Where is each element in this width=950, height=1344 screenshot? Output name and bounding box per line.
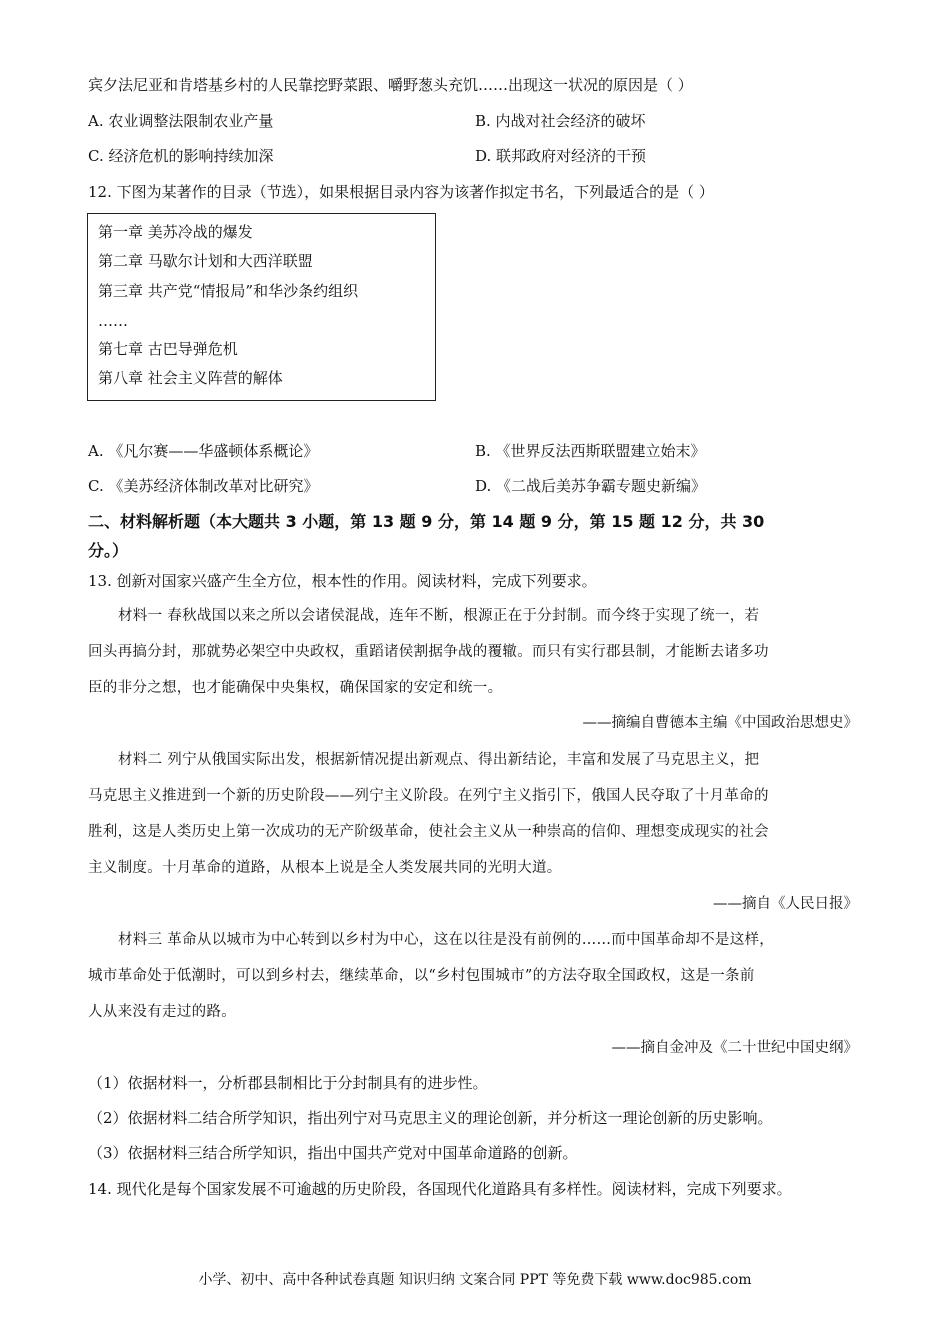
material3-line: 城市革命处于低潮时，可以到乡村去，继续革命，以“乡村包围城市”的方法夺取全国政权，这是一条前 <box>88 968 755 984</box>
material3-line: 人从来没有走过的路。 <box>88 1004 236 1020</box>
section-heading-cont: 分。） <box>88 541 129 560</box>
material2-line: 马克思主义推进到一个新的历史阶段——列宁主义阶段。在列宁主义指引下，俄国人民夺取了十月革命的 <box>88 788 769 804</box>
material1-line: 回头再搞分封，那就势必架空中央政权，重蹈诸侯割据争战的覆辙。而只有实行郡县制，才能断去诸多功 <box>88 644 769 660</box>
material3-line: 材料三 革命从以城市为中心转到以乡村为中心，这在以往是没有前例的……而中国革命却不是这样， <box>118 932 775 948</box>
q12-option-a: A. 《凡尔赛——华盛顿体系概论》 <box>88 442 319 460</box>
toc-item: 第八章 社会主义阵营的解体 <box>98 369 283 387</box>
material2-line: 材料二 列宁从俄国实际出发，根据新情况提出新观点、得出新结论，丰富和发展了马克思主义，把 <box>118 752 760 768</box>
q12-stem: 12. 下图为某著作的目录（节选），如果根据目录内容为该著作拟定书名，下列最适合的是（ ） <box>88 183 714 201</box>
toc-item: …… <box>98 312 128 330</box>
q12-option-b: B. 《世界反法西斯联盟建立始末》 <box>475 442 706 460</box>
q11-stem: 宾夕法尼亚和肯塔基乡村的人民靠挖野菜跟、嚼野葱头充饥……出现这一状况的原因是（ ） <box>88 76 693 94</box>
q13-stem: 13. 创新对国家兴盛产生全方位，根本性的作用。阅读材料，完成下列要求。 <box>88 572 597 590</box>
q11-option-c: C. 经济危机的影响持续加深 <box>88 147 274 165</box>
q13-question-3: （3）依据材料三结合所学知识，指出中国共产党对中国革命道路的创新。 <box>88 1144 578 1162</box>
q13-question-1: （1）依据材料一，分析郡县制相比于分封制具有的进步性。 <box>88 1074 488 1092</box>
material1-line: 材料一 春秋战国以来之所以会诸侯混战，连年不断，根源正在于分封制。而今终于实现了统一，若 <box>118 608 760 624</box>
page-footer: 小学、初中、高中各种试卷真题 知识归纳 文案合同 PPT 等免费下载 www.doc985.com <box>198 1272 752 1288</box>
q14-stem: 14. 现代化是每个国家发展不可逾越的历史阶段，各国现代化道路具有多样性。阅读材料，完成下列要求。 <box>88 1180 792 1198</box>
material1-line: 臣的非分之想，也才能确保中央集权，确保国家的安定和统一。 <box>88 680 503 696</box>
toc-item: 第二章 马歇尔计划和大西洋联盟 <box>98 252 313 270</box>
material1-source: ——摘编自曹德本主编《中国政治思想史》 <box>582 715 858 731</box>
q13-question-2: （2）依据材料二结合所学知识，指出列宁对马克思主义的理论创新，并分析这一理论创新的历史影响。 <box>88 1109 773 1127</box>
q11-option-b: B. 内战对社会经济的破坏 <box>475 112 646 130</box>
toc-item: 第三章 共产党“情报局”和华沙条约组织 <box>98 282 359 300</box>
section-heading: 二、材料解析题（本大题共 3 小题，第 13 题 9 分，第 14 题 9 分，第 15 题 12 分，共 30 <box>88 512 765 531</box>
toc-item: 第七章 古巴导弹危机 <box>98 340 238 358</box>
material3-source: ——摘自金冲及《二十世纪中国史纲》 <box>611 1040 858 1056</box>
q12-option-d: D. 《二战后美苏争霸专题史新编》 <box>475 477 707 495</box>
toc-item: 第一章 美苏冷战的爆发 <box>98 223 253 241</box>
material2-source: ——摘自《人民日报》 <box>713 896 858 912</box>
q11-option-a: A. 农业调整法限制农业产量 <box>88 112 274 130</box>
table-of-contents-box <box>87 213 436 401</box>
material2-line: 主义制度。十月革命的道路，从根本上说是全人类发展共同的光明大道。 <box>88 860 562 876</box>
material2-line: 胜利，这是人类历史上第一次成功的无产阶级革命，使社会主义从一种崇高的信仰、理想变成现实的社会 <box>88 824 769 840</box>
q12-option-c: C. 《美苏经济体制改革对比研究》 <box>88 477 319 495</box>
q11-option-d: D. 联邦政府对经济的干预 <box>475 147 647 165</box>
